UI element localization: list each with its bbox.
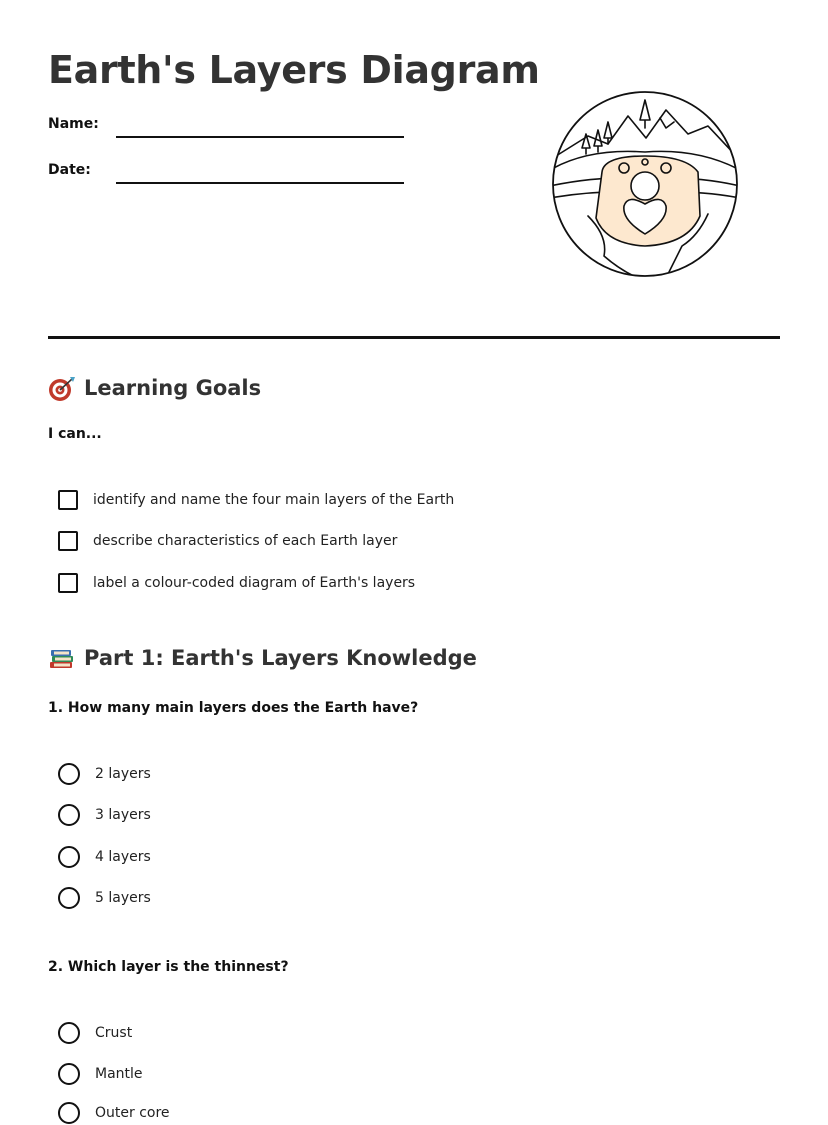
target-icon xyxy=(48,374,76,402)
answer-option[interactable] xyxy=(58,803,151,827)
books-icon xyxy=(48,644,76,672)
answer-label: 4 layers xyxy=(95,849,151,865)
answer-option[interactable] xyxy=(58,845,151,869)
answer-radio[interactable] xyxy=(58,804,80,826)
question-2-text: 2. Which layer is the thinnest? xyxy=(48,959,289,975)
answer-radio[interactable] xyxy=(58,1063,80,1085)
answer-option[interactable] xyxy=(58,1021,132,1045)
date-label: Date: xyxy=(48,162,91,178)
answer-radio[interactable] xyxy=(58,1102,80,1124)
date-field[interactable] xyxy=(116,182,404,184)
answer-option[interactable] xyxy=(58,1062,143,1086)
answer-label: Crust xyxy=(95,1025,133,1041)
goal-item[interactable] xyxy=(58,529,397,553)
part1-heading-text: Part 1: Earth's Layers Knowledge xyxy=(84,646,477,670)
part1-heading xyxy=(48,644,477,672)
goal-label: identify and name the four main layers of the Earth xyxy=(93,492,455,508)
question-1-text: 1. How many main layers does the Earth have? xyxy=(48,700,419,716)
goal-checkbox[interactable] xyxy=(58,573,78,593)
goal-label: describe characteristics of each Earth layer xyxy=(93,533,398,549)
answer-option[interactable] xyxy=(58,762,151,786)
answer-radio[interactable] xyxy=(58,1022,80,1044)
answer-radio[interactable] xyxy=(58,846,80,868)
answer-label: Outer core xyxy=(95,1105,170,1121)
page-title: Earth's Layers Diagram xyxy=(48,48,540,92)
answer-label: 2 layers xyxy=(95,766,151,782)
section-divider xyxy=(48,336,780,339)
goal-checkbox[interactable] xyxy=(58,531,78,551)
name-field[interactable] xyxy=(116,136,404,138)
goal-item[interactable] xyxy=(58,488,454,512)
answer-option[interactable] xyxy=(58,1101,170,1125)
goal-label: label a colour-coded diagram of Earth's layers xyxy=(93,575,416,591)
earth-layers-character-icon xyxy=(548,86,742,282)
answer-radio[interactable] xyxy=(58,763,80,785)
answer-label: 3 layers xyxy=(95,807,151,823)
answer-radio[interactable] xyxy=(58,887,80,909)
goal-item[interactable] xyxy=(58,571,415,595)
learning-goals-heading xyxy=(48,374,261,402)
answer-label: 5 layers xyxy=(95,890,151,906)
answer-label: Mantle xyxy=(95,1066,143,1082)
goals-intro: I can... xyxy=(48,426,102,442)
goal-checkbox[interactable] xyxy=(58,490,78,510)
learning-goals-heading-text: Learning Goals xyxy=(84,376,262,400)
answer-option[interactable] xyxy=(58,886,151,910)
name-label: Name: xyxy=(48,116,99,132)
